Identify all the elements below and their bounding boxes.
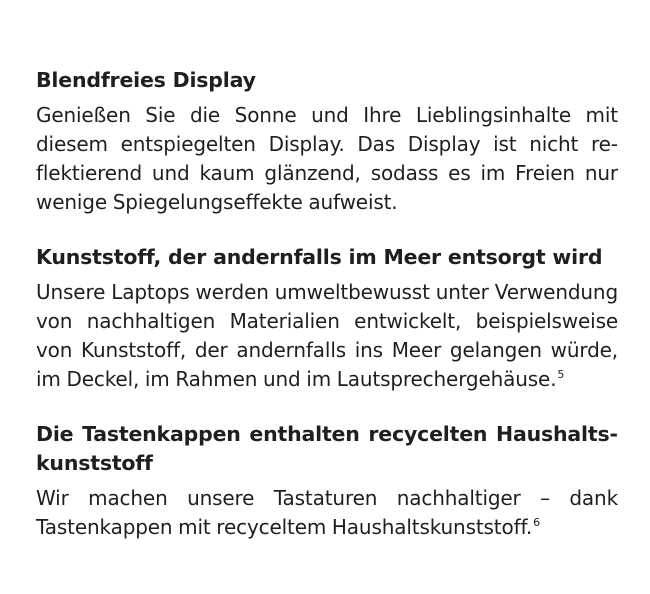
section-heading: Blendfreies Display	[36, 68, 256, 92]
section-ocean-plastic	[36, 243, 618, 394]
section-recycled-keycaps	[36, 420, 618, 542]
footnote-marker: 6	[533, 516, 540, 530]
section-body	[36, 278, 618, 394]
section-heading: Die Tastenkappen enthalten recycelten Haushaltskunststoff	[36, 422, 618, 475]
section-body	[36, 101, 618, 217]
section-body-text: Wir machen unsere Tastaturen nachhaltiger – dank Tastenkappen mit recyceltem Haushaltskunststoff.	[36, 486, 618, 539]
feature-text-block	[36, 66, 618, 542]
footnote-marker: 5	[557, 368, 565, 382]
section-antiglare-display	[36, 66, 618, 217]
section-body-text: Genießen Sie die Sonne und Ihre Lieblingsinhalte mit diesem entspiegelten Display. Das Display ist nicht reflektierend und kaum glänzend, sodass es im Freien nur wenige Spiegelungseffekte aufweist.	[36, 103, 618, 214]
section-body	[36, 484, 618, 542]
section-body-text: Unsere Laptops werden umweltbewusst unter Verwendung von nachhaltigen Materialien entwickelt, beispielsweise von Kunststoff, der andernfalls ins Meer gelangen würde, im Deckel, im Rahmen und im Lautsprechergehäuse.	[36, 280, 618, 391]
section-heading: Kunststoff, der andernfalls im Meer entsorgt wird	[36, 245, 603, 269]
